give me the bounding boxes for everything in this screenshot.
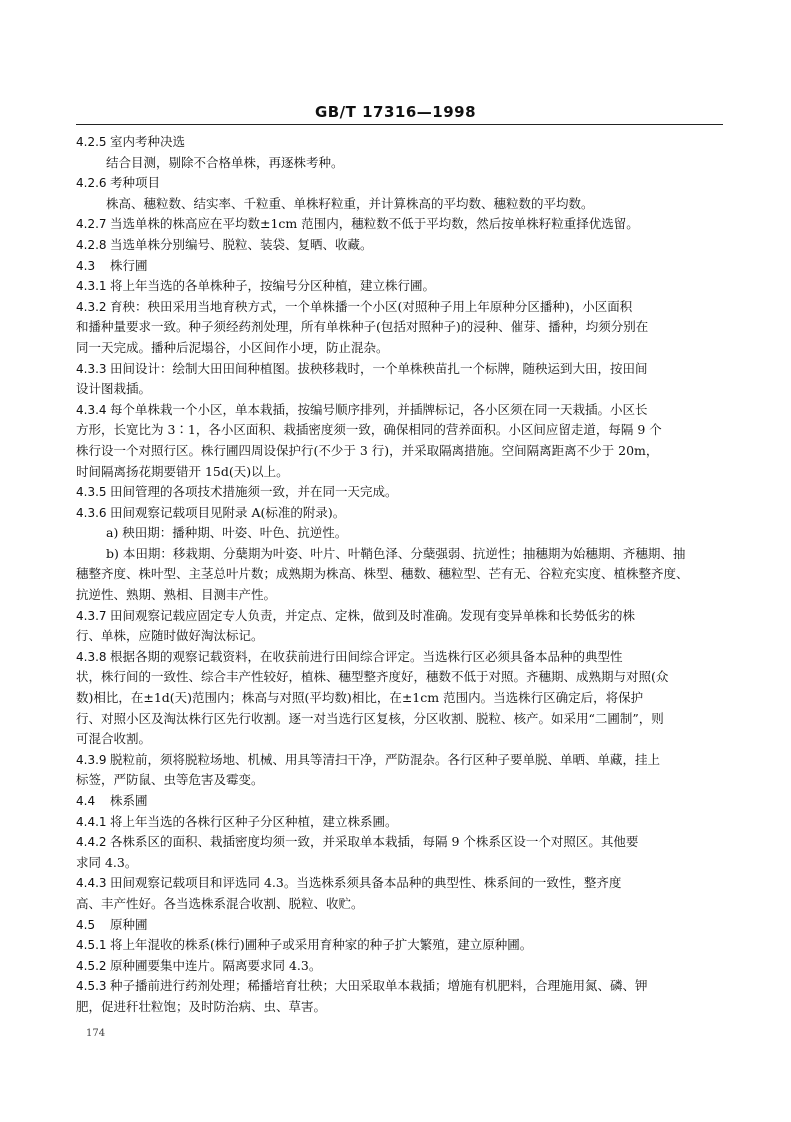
clause-text: 将上年当选的各单株种子，按编号分区种植，建立株行圃。 (110, 278, 436, 294)
text-line (76, 544, 723, 565)
text-line (76, 482, 723, 503)
page-number: 174 (86, 1028, 106, 1039)
text-line (76, 317, 723, 338)
text-line (76, 379, 723, 400)
clause-number: 4.3.3 (76, 361, 107, 376)
clause-number: 4.2.8 (76, 237, 107, 252)
clause-text: 抗逆性、熟期、熟相、目测丰产性。 (76, 587, 277, 603)
clause-number: 4.3.9 (76, 752, 107, 767)
clause-number: 4.2.6 (76, 176, 107, 191)
text-line (76, 276, 723, 297)
text-line (76, 832, 723, 853)
clause-text: 原种圃 (110, 916, 148, 932)
clause-text: 脱粒前，须将脱粒场地、机械、用具等清扫干净，严防混杂。各行区种子要单脱、单晒、单藏，挂上 (110, 751, 661, 767)
text-line (76, 873, 723, 894)
clause-number: 4.3.2 (76, 299, 107, 314)
text-line (76, 173, 723, 194)
header-rule (76, 124, 723, 125)
clause-number: 4.4 (76, 794, 96, 808)
clause-text: 和播种量要求一致。种子须经药剂处理，所有单株种子(包括对照种子)的浸种、催芽、播种，均须分别在 (76, 319, 649, 335)
clause-text: 将上年混收的株系(株行)圃种子或采用育种家的种子扩大繁殖，建立原种圃。 (110, 937, 533, 953)
clause-text: 当选单株分别编号、脱粒、装袋、复晒、收藏。 (110, 236, 373, 252)
text-line (76, 915, 723, 936)
text-line (76, 400, 723, 421)
text-line (76, 750, 723, 771)
clause-number: 4.3 (76, 258, 96, 273)
text-line (76, 729, 723, 750)
text-line (76, 132, 723, 153)
clause-number: 4.5.1 (76, 938, 107, 953)
clause-text: 株系圃 (110, 793, 148, 808)
text-line (76, 235, 723, 256)
text-line (76, 791, 723, 812)
clause-text: 各株系区的面积、栽插密度均须一致，并采取单本栽插，每隔 9 个株系区设一个对照区。其他要 (110, 834, 639, 850)
clause-number: 4.5.3 (76, 979, 107, 994)
clause-text: 田间设计：绘制大田田间种植图。拔秧移栽时，一个单株秧苗扎一个标牌，随秧运到大田，按田间 (110, 360, 648, 376)
clause-text: 田间观察记载应固定专人负责，并定点、定株，做到及时准确。发现有变异单株和长势低劣的株 (110, 607, 636, 623)
clause-text: 将上年当选的各株行区种子分区种植，建立株系圃。 (110, 813, 398, 829)
clause-text: 株高、穗粒数、结实率、千粒重、单株籽粒重，并计算株高的平均数、穗粒数的平均数。 (106, 195, 594, 211)
clause-text: 时间隔离扬花期要错开 15d(天)以上。 (76, 463, 289, 479)
clause-number: 4.5 (76, 917, 96, 932)
text-line (76, 194, 723, 215)
clause-number: 4.4.3 (76, 876, 107, 891)
text-line (76, 153, 723, 174)
text-line (76, 976, 723, 997)
text-line (76, 853, 723, 874)
text-line (76, 956, 723, 977)
clause-text: 当选单株的株高应在平均数±1cm 范围内，穗粒数不低于平均数，然后按单株籽粒重择优选留。 (110, 216, 639, 232)
clause-text: 株行圃 (110, 257, 148, 273)
clause-text: 肥，促进秆壮粒饱；及时防治病、虫、草害。 (76, 998, 327, 1014)
clause-number: 4.3.1 (76, 279, 107, 294)
text-line (76, 812, 723, 833)
text-line (76, 935, 723, 956)
clause-text: 状，株行间的一致性、综合丰产性较好，植株、穗型整齐度好，穗数不低于对照。齐穗期、成熟期与对照(众 (76, 669, 669, 685)
clause-text: 考种项目 (110, 175, 161, 191)
clause-text: 根据各期的观察记载资料，在收获前进行田间综合评定。当选株行区必须具备本品种的典型性 (110, 648, 623, 664)
text-line (76, 667, 723, 688)
clause-text: a) 秧田期：播种期、叶姿、叶色、抗逆性。 (106, 525, 348, 541)
document-body (76, 132, 723, 1018)
clause-text: 室内考种决选 (110, 134, 186, 149)
clause-text: 同一天完成。播种后泥塌谷，小区间作小埂，防止混杂。 (76, 339, 389, 355)
text-line (76, 709, 723, 730)
clause-text: 结合目测，剔除不合格单株，再逐株考种。 (106, 154, 344, 170)
clause-number: 4.3.8 (76, 649, 107, 664)
text-line (76, 626, 723, 647)
text-line (76, 503, 723, 524)
text-line (76, 606, 723, 627)
clause-text: 求同 4.3。 (76, 854, 138, 870)
clause-text: b) 本田期：移栽期、分蘖期为叶姿、叶片、叶鞘色泽、分蘖强弱、抗逆性；抽穗期为始穗期、齐穗期、抽 (106, 545, 686, 561)
text-line (76, 770, 723, 791)
clause-text: 数)相比，在±1d(天)范围内；株高与对照(平均数)相比，在±1cm 范围内。当选株行区确定后，将保护 (76, 690, 644, 706)
clause-text: 设计图栽插。 (76, 381, 152, 397)
clause-text: 穗整齐度、株叶型、主茎总叶片数；成熟期为株高、株型、穗数、穗粒型、芒有无、谷粒充实度、植株整齐度、 (76, 566, 689, 582)
clause-text: 标签，严防鼠、虫等危害及霉变。 (76, 772, 264, 788)
text-line (76, 359, 723, 380)
text-line (76, 647, 723, 668)
page-header: GB/T 17316—1998 (314, 103, 477, 121)
text-line (76, 564, 723, 585)
clause-number: 4.3.6 (76, 505, 107, 520)
text-line (76, 997, 723, 1018)
clause-number: 4.4.1 (76, 814, 107, 829)
clause-number: 4.2.7 (76, 217, 107, 232)
clause-text: 每个单株栽一个小区，单本栽插，按编号顺序排列，并插牌标记，各小区须在同一天栽插。小区长 (110, 401, 648, 417)
clause-number: 4.4.2 (76, 835, 107, 850)
clause-text: 田间观察记载项目和评选同 4.3。当选株系须具备本品种的典型性、株系间的一致性，整齐度 (110, 875, 622, 891)
clause-text: 可混合收割。 (76, 731, 152, 747)
clause-text: 种子播前进行药剂处理；稀播培育壮秧；大田采取单本栽插；增施有机肥料，合理施用氮、磷、钾 (110, 978, 648, 994)
clause-number: 4.5.2 (76, 958, 107, 973)
clause-text: 行、对照小区及淘汰株行区先行收割。逐一对当选行区复核，分区收割、脱粒、核产。如采用“二圃制”，则 (76, 710, 664, 726)
text-line (76, 297, 723, 318)
clause-text: 方形，长宽比为 3∶1，各小区面积、栽插密度须一致，确保相同的营养面积。小区间应留走道，每隔 9 个 (76, 422, 662, 438)
text-line (76, 441, 723, 462)
clause-text: 田间观察记载项目见附录 A(标准的附录)。 (110, 504, 346, 520)
clause-number: 4.2.5 (76, 135, 107, 149)
text-line (76, 462, 723, 483)
text-line (76, 688, 723, 709)
clause-text: 原种圃要集中连片。隔离要求同 4.3。 (110, 957, 322, 973)
text-line (76, 585, 723, 606)
clause-text: 行、单株，应随时做好淘汰标记。 (76, 628, 264, 644)
clause-text: 育秧：秧田采用当地育秧方式，一个单株播一个小区(对照种子用上年原种分区播种)，小区面积 (110, 298, 633, 314)
clause-text: 高、丰产性好。各当选株系混合收割、脱粒、收贮。 (76, 895, 364, 911)
text-line (76, 214, 723, 235)
clause-number: 4.3.4 (76, 402, 107, 417)
text-line (76, 523, 723, 544)
clause-number: 4.3.5 (76, 485, 107, 500)
text-line (76, 256, 723, 277)
clause-text: 田间管理的各项技术措施须一致，并在同一天完成。 (110, 484, 398, 500)
text-line (76, 894, 723, 915)
text-line (76, 420, 723, 441)
text-line (76, 338, 723, 359)
clause-text: 株行设一个对照行区。株行圃四周设保护行(不少于 3 行)，并采取隔离措施。空间隔离距离不少于 20m， (76, 442, 659, 458)
clause-number: 4.3.7 (76, 608, 107, 623)
